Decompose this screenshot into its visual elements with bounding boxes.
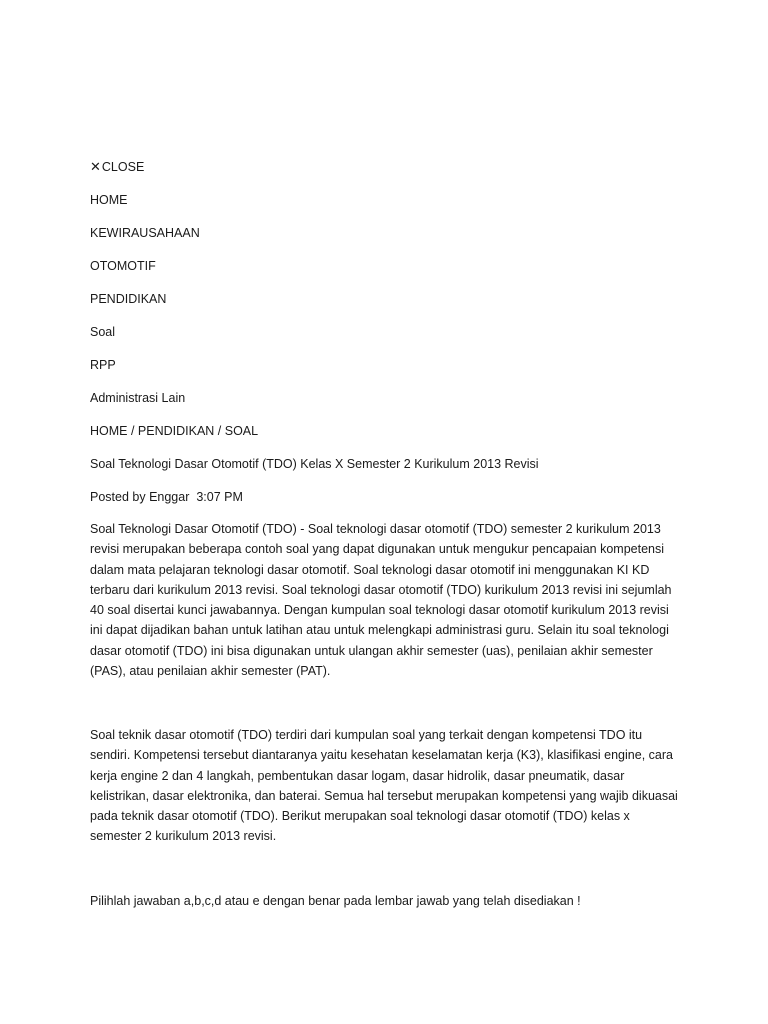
article-title: Soal Teknologi Dasar Otomotif (TDO) Kelas X Semester 2 Kurikulum 2013 Revisi	[90, 457, 539, 471]
menu-item-soal[interactable]: Soal	[90, 325, 116, 339]
menu-item-otomotif[interactable]: OTOMOTIF	[90, 259, 156, 273]
menu-item-pendidikan[interactable]: PENDIDIKAN	[90, 292, 167, 306]
close-button[interactable]	[90, 159, 144, 175]
menu-item-administrasi-lain[interactable]: Administrasi Lain	[90, 391, 186, 405]
menu-item-rpp[interactable]: RPP	[90, 358, 116, 372]
menu-item-home[interactable]: HOME	[90, 193, 128, 207]
breadcrumb: HOME / PENDIDIKAN / SOAL	[90, 424, 259, 438]
article-instruction: Pilihlah jawaban a,b,c,d atau e dengan benar pada lembar jawab yang telah disediakan !	[90, 894, 581, 908]
close-label: CLOSE	[101, 160, 145, 174]
article-paragraph: Soal Teknologi Dasar Otomotif (TDO) - Soal teknologi dasar otomotif (TDO) semester 2 kurikulum 2013 revisi merupakan beberapa contoh soal yang dapat digunakan untuk mengukur pencapaian kompetensi dalam mata pelajaran teknologi dasar otomotif. Soal teknologi dasar otomotif ini menggunakan KI KD terbaru dari kurikulum 2013 revisi. Soal teknologi dasar otomotif (TDO) kurikulum 2013 revisi ini sejumlah 40 soal disertai kunci jawabannya. Dengan kumpulan soal teknologi dasar otomotif kurikulum 2013 revisi ini dapat dijadikan bahan untuk latihan atau untuk melengkapi administrasi guru. Selain itu soal teknologi dasar otomotif (TDO) ini bisa digunakan untuk ulangan akhir semester (uas), penilaian akhir semester (PAS), atau penilaian akhir semester (PAT).	[90, 522, 672, 679]
close-icon: ✕	[90, 159, 101, 174]
article-paragraph: Soal teknik dasar otomotif (TDO) terdiri dari kumpulan soal yang terkait dengan kompetensi TDO itu sendiri. Kompetensi tersebut diantaranya yaitu kesehatan keselamatan kerja (K3), klasifikasi engine, cara kerja engine 2 dan 4 langkah, pembentukan dasar logam, dasar hidrolik, dasar pneumatik, dasar kelistrikan, dasar elektronika, dan baterai. Semua hal tersebut merupakan kompetensi yang wajib dikuasai pada teknik dasar otomotif (TDO). Berikut merupakan soal teknologi dasar otomotif (TDO) kelas x semester 2 kurikulum 2013 revisi.	[90, 728, 678, 844]
menu-item-kewirausahaan[interactable]: KEWIRAUSAHAAN	[90, 226, 200, 240]
post-meta: Posted by Enggar 3:07 PM	[90, 490, 243, 504]
